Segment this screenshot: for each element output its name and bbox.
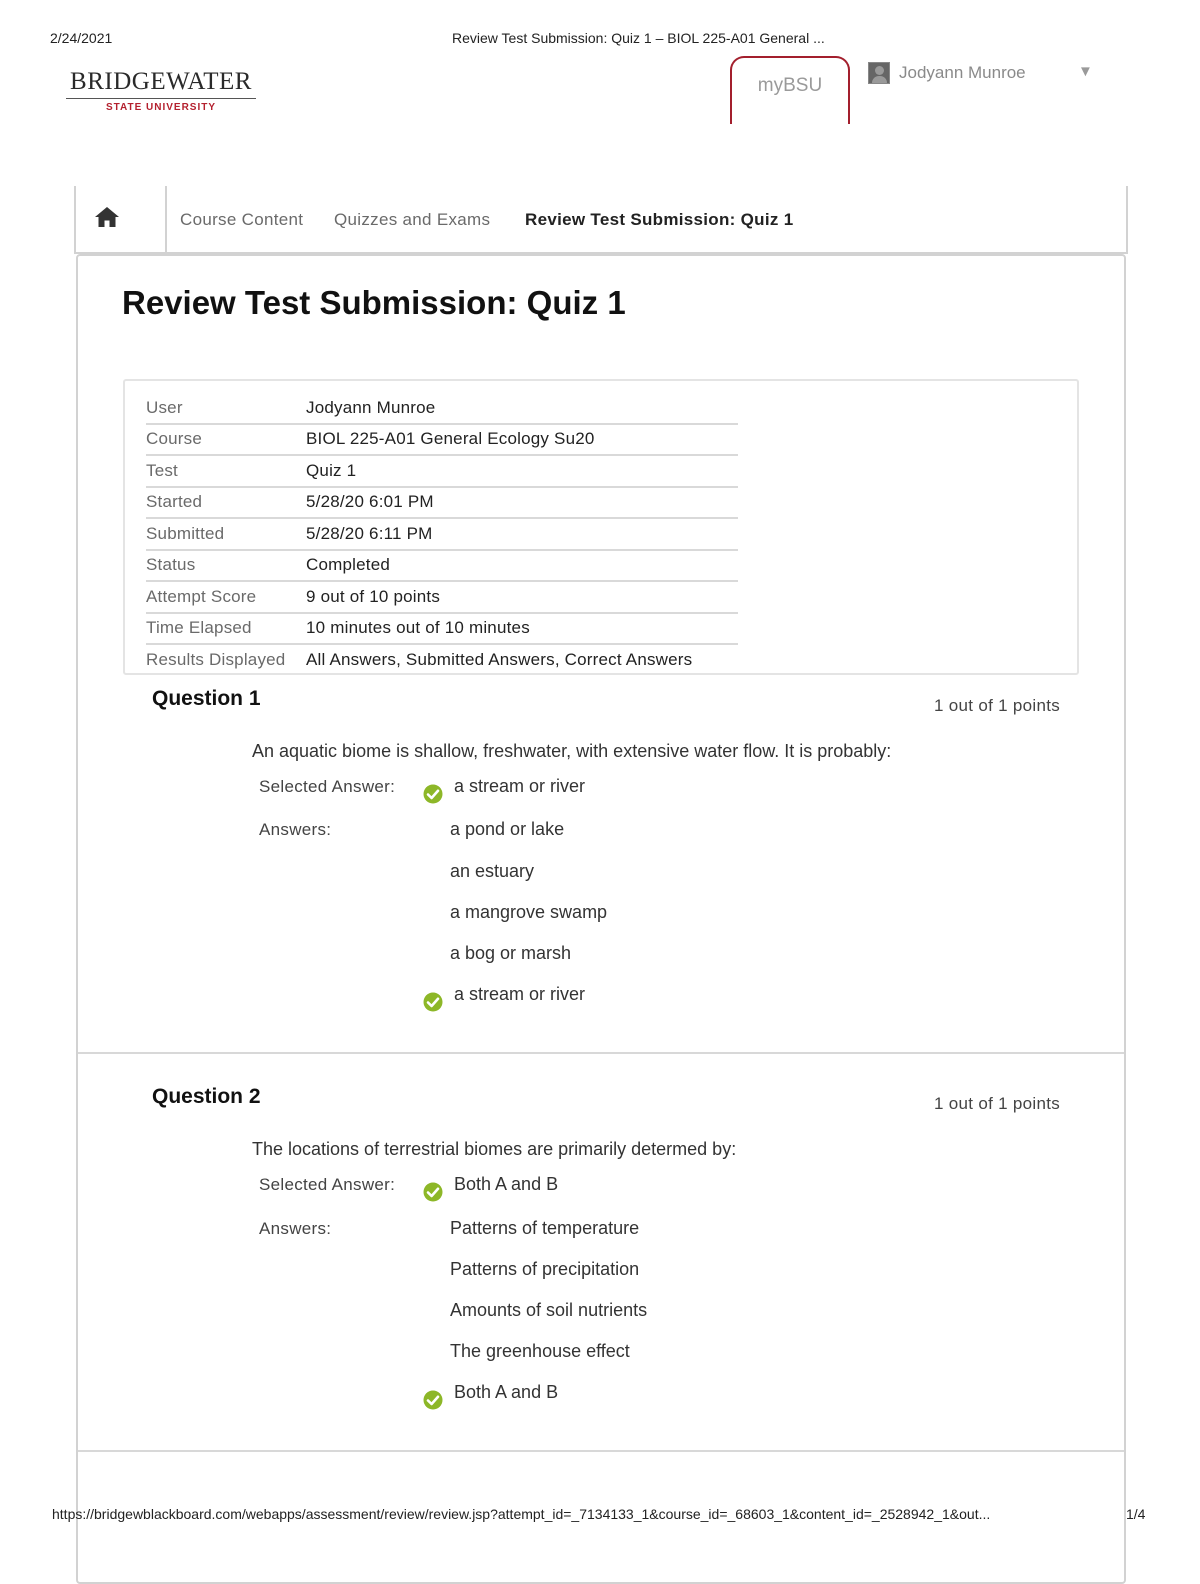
info-label: Results Displayed [146, 649, 286, 669]
submission-info-table [146, 393, 738, 675]
info-row-time-elapsed [146, 613, 738, 645]
answer-option: a bog or marsh [450, 943, 572, 963]
info-row-test [146, 455, 738, 487]
info-value: 9 out of 10 points [306, 581, 738, 613]
question-2-text: The locations of terrestrial biomes are primarily determed by: [252, 1139, 737, 1159]
info-value: 5/28/20 6:01 PM [306, 487, 738, 519]
info-label: Submitted [146, 518, 306, 550]
answer-option: an estuary [450, 861, 535, 881]
answer-option: Patterns of temperature [450, 1218, 640, 1238]
info-row-attempt-score [146, 581, 738, 613]
question-1-selected-label: Selected Answer: [259, 777, 396, 796]
question-2-answers-label: Answers: [259, 1219, 332, 1238]
correct-check-icon [423, 1390, 443, 1410]
mybsu-tab[interactable] [730, 56, 850, 124]
info-row-started [146, 487, 738, 519]
info-row-course [146, 424, 738, 456]
question-1-title: Question 1 [152, 687, 261, 710]
correct-check-icon [423, 992, 443, 1012]
info-value: BIOL 225-A01 General Ecology Su20 [306, 424, 738, 456]
info-value: All Answers, Submitted Answers, Correct Answers [306, 649, 693, 669]
bridgewater-logo[interactable] [66, 68, 256, 113]
breadcrumb-course-content[interactable]: Course Content [180, 210, 304, 229]
info-label: Attempt Score [146, 581, 306, 613]
correct-check-icon [423, 784, 443, 804]
print-url: https://bridgewblackboard.com/webapps/assessment/review/review.jsp?attempt_id=_7134133_1&course_id=_68603_1&content_id=_2528942_1&out... [52, 1506, 991, 1522]
info-row-results-displayed [146, 644, 738, 675]
info-label: Started [146, 487, 306, 519]
logo-sub-text: STATE UNIVERSITY [105, 102, 217, 113]
info-value: 5/28/20 6:11 PM [306, 518, 738, 550]
info-row-user [146, 393, 738, 424]
answer-option-correct: a stream or river [454, 984, 586, 1004]
print-page-title: Review Test Submission: Quiz 1 – BIOL 225-A01 General ... [452, 30, 825, 46]
mybsu-tab-label: myBSU [757, 75, 823, 96]
info-label: Course [146, 424, 306, 456]
question-divider [78, 1450, 1124, 1452]
home-icon[interactable] [94, 205, 120, 229]
logo-main-text: BRIDGEWATER [66, 68, 256, 99]
answer-option-correct: Both A and B [454, 1382, 559, 1402]
question-1-answers-label: Answers: [259, 820, 332, 839]
info-label: Time Elapsed [146, 613, 306, 645]
info-value: Quiz 1 [306, 455, 738, 487]
info-label: Status [146, 550, 306, 582]
question-1-text: An aquatic biome is shallow, freshwater, with extensive water flow. It is probably: [252, 741, 892, 761]
print-page-number: 1/4 [1126, 1506, 1146, 1522]
question-1-points: 1 out of 1 points [934, 696, 1061, 715]
breadcrumb-current-page: Review Test Submission: Quiz 1 [525, 210, 794, 229]
user-menu-caret-icon[interactable]: ▼ [1078, 63, 1093, 80]
breadcrumb-divider [165, 186, 167, 252]
question-2-title: Question 2 [152, 1085, 261, 1108]
correct-check-icon [423, 1182, 443, 1202]
answer-option: Amounts of soil nutrients [450, 1300, 648, 1320]
answer-option: Patterns of precipitation [450, 1259, 640, 1279]
info-label: User [146, 393, 306, 424]
question-2-selected-answer: Both A and B [454, 1174, 559, 1194]
answer-option: a mangrove swamp [450, 902, 608, 922]
question-2-points: 1 out of 1 points [934, 1094, 1061, 1113]
question-2-selected-label: Selected Answer: [259, 1175, 396, 1194]
answer-option: a pond or lake [450, 819, 565, 839]
info-value: Completed [306, 550, 738, 582]
breadcrumb-quizzes-and-exams[interactable]: Quizzes and Exams [334, 210, 491, 229]
info-value: 10 minutes out of 10 minutes [306, 613, 738, 645]
info-row-submitted [146, 518, 738, 550]
page-title: Review Test Submission: Quiz 1 [122, 284, 626, 321]
answer-option: The greenhouse effect [450, 1341, 630, 1361]
question-divider [78, 1052, 1124, 1054]
question-1-selected-answer: a stream or river [454, 776, 586, 796]
user-menu-name[interactable]: Jodyann Munroe [899, 63, 1026, 82]
info-label: Test [146, 455, 306, 487]
user-avatar-icon[interactable] [868, 62, 890, 84]
info-value: Jodyann Munroe [306, 393, 738, 424]
print-date: 2/24/2021 [50, 30, 113, 46]
info-row-status [146, 550, 738, 582]
